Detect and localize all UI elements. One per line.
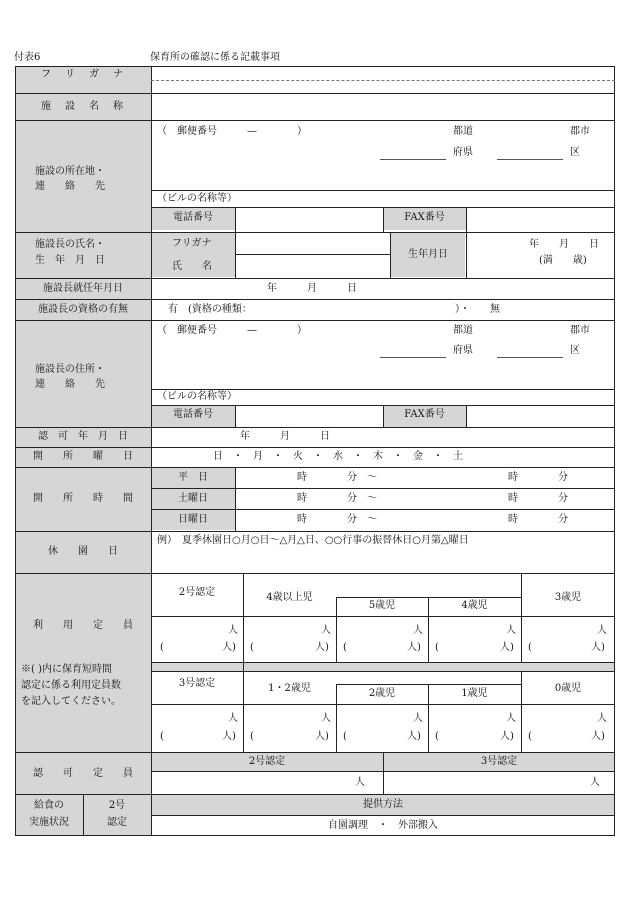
unit-paren-open: (: [435, 642, 439, 653]
cap-12yo-label: 1・2歳児: [268, 683, 311, 694]
unit-paren: 人): [315, 642, 329, 653]
hours-end-saturday: 時 分: [508, 493, 568, 504]
appointed-label: 施設長就任年月日: [43, 283, 123, 294]
facility-name-label: 施 設 名 称: [41, 101, 125, 112]
director-name-field[interactable]: [237, 256, 388, 276]
unit: 人: [321, 713, 331, 724]
unit-paren: 人): [222, 642, 236, 653]
form-ref: 付表6: [14, 52, 41, 63]
hours-start-sunday: 時 分 ～: [297, 514, 377, 525]
cap-0yo-label: 0歳児: [554, 683, 582, 694]
furigana-label: フ リ ガ ナ: [41, 69, 125, 80]
unit-paren-open: (: [160, 731, 164, 742]
approved-cert2-label: 2号認定: [248, 756, 286, 767]
cap-5yo-label: 5歳児: [368, 600, 396, 611]
hours-day-sunday: 日曜日: [178, 514, 208, 525]
director-fuken: 府県: [453, 345, 473, 356]
director-furigana-field[interactable]: [237, 234, 388, 253]
capacity-note-2: 認定に係る利用定員数: [21, 680, 121, 691]
facility-todo: 都道: [453, 126, 473, 137]
cap-1yo-label: 1歳児: [461, 688, 488, 699]
director-birth-label: 生年月日: [408, 249, 448, 260]
meal-label-2: 実施状況: [29, 817, 69, 828]
facility-address-label-1: 施設の所在地・: [35, 166, 105, 177]
hours-start-saturday: 時 分 ～: [297, 493, 377, 504]
facility-phone-label: 電話番号: [173, 212, 213, 223]
facility-fax-field[interactable]: [468, 209, 613, 230]
holidays-label: 休 園 日: [48, 546, 118, 557]
unit-paren-open: (: [343, 642, 347, 653]
cap-4plus-label: 4歳以上児: [266, 592, 313, 603]
meal-cert-2: 認定: [107, 817, 127, 828]
director-birth-value: 年 月 日: [529, 239, 599, 250]
unit: 人: [413, 625, 423, 636]
meal-cert-1: 2号: [108, 800, 126, 811]
furigana-field[interactable]: [155, 82, 611, 92]
facility-postal: （ 郵便番号 — ）: [157, 126, 307, 137]
form-title: 保育所の確認に係る記載事項: [150, 52, 280, 63]
director-address-label-2: 連 絡 先: [35, 379, 105, 390]
facility-gunshi: 郡市: [570, 126, 590, 137]
director-name-label-1: 施設長の氏名・: [35, 239, 105, 250]
unit: 人: [321, 625, 331, 636]
open-days-value[interactable]: 日 ・ 月 ・ 火 ・ 水 ・ 木 ・ 金 ・ 土: [213, 451, 463, 462]
director-todo: 都道: [453, 325, 473, 336]
hours-end-sunday: 時 分: [508, 514, 568, 525]
approval-value: 年 月 日: [240, 431, 330, 442]
facility-fuken: 府県: [453, 147, 473, 158]
unit: 人: [597, 625, 607, 636]
qualification-value-end: ）・ 無: [455, 304, 500, 315]
approved-cert2-unit: 人: [355, 777, 365, 788]
hours-end-weekday: 時 分: [508, 472, 568, 483]
approval-label: 認 可 年 月 日: [38, 431, 128, 442]
unit-paren: 人): [500, 731, 514, 742]
cap-cert3-label: 3号認定: [178, 678, 216, 689]
cap-4yo-label: 4歳児: [461, 600, 488, 611]
unit: 人: [228, 713, 238, 724]
appointed-value: 年 月 日: [267, 283, 357, 294]
unit-paren: 人): [222, 731, 236, 742]
unit-paren-open: (: [435, 731, 439, 742]
facility-name-field[interactable]: [155, 96, 611, 118]
unit: 人: [506, 713, 516, 724]
cap-2yo-label: 2歳児: [368, 688, 396, 699]
director-age-value: (満 歳): [539, 255, 587, 266]
approved-cert3-label: 3号認定: [480, 756, 518, 767]
unit-paren-open: (: [528, 731, 532, 742]
qualification-label: 施設長の資格の有無: [38, 304, 128, 315]
unit: 人: [597, 713, 607, 724]
open-days-label: 開 所 曜 日: [33, 451, 133, 462]
director-shimei-label: 氏 名: [172, 261, 212, 272]
unit-paren-open: (: [528, 642, 532, 653]
unit-paren: 人): [591, 642, 605, 653]
unit: 人: [228, 625, 238, 636]
facility-fax-label: FAX番号: [404, 212, 445, 223]
facility-phone-field[interactable]: [237, 209, 381, 230]
hours-start-weekday: 時 分 ～: [297, 472, 377, 483]
hours-day-weekday: 平 日: [178, 472, 208, 483]
open-hours-label: 開 所 時 間: [33, 493, 133, 504]
facility-ku: 区: [570, 147, 580, 158]
facility-building: （ビルの名称等）: [157, 193, 237, 204]
director-address-label-1: 施設長の住所・: [35, 364, 105, 375]
unit-paren-open: (: [160, 642, 164, 653]
facility-address-label-2: 連 絡 先: [35, 181, 105, 192]
approved-capacity-label: 認 可 定 員: [33, 768, 133, 779]
unit-paren-open: (: [250, 642, 254, 653]
unit-paren: 人): [407, 642, 421, 653]
cap-cert2-label: 2号認定: [178, 587, 216, 598]
unit-paren: 人): [315, 731, 329, 742]
meal-method-value[interactable]: 自園調理 ・ 外部搬入: [328, 820, 438, 831]
meal-method-label: 提供方法: [363, 799, 403, 810]
capacity-note-3: を記入してください。: [21, 696, 121, 707]
director-gunshi: 郡市: [570, 325, 590, 336]
director-name-label-2: 生 年 月 日: [35, 255, 105, 266]
director-phone-label: 電話番号: [173, 409, 213, 420]
approved-cert3-unit: 人: [590, 777, 600, 788]
director-building: （ビルの名称等）: [157, 391, 237, 402]
hours-day-saturday: 土曜日: [178, 493, 208, 504]
director-postal: （ 郵便番号 — ）: [157, 325, 307, 336]
unit-paren-open: (: [250, 731, 254, 742]
unit-paren-open: (: [343, 731, 347, 742]
unit-paren: 人): [591, 731, 605, 742]
unit: 人: [413, 713, 423, 724]
director-fax-label: FAX番号: [404, 409, 445, 420]
unit-paren: 人): [500, 642, 514, 653]
capacity-label: 利 用 定 員: [33, 620, 133, 631]
director-ku: 区: [570, 345, 580, 356]
unit: 人: [506, 625, 516, 636]
director-furigana-label: フリガナ: [172, 238, 212, 249]
qualification-value: 有 (資格の種類：: [168, 304, 252, 315]
unit-paren: 人): [407, 731, 421, 742]
holidays-example: 例） 夏季休園日○月○日～△月△日、○○行事の振替休日○月第△曜日: [157, 535, 469, 546]
capacity-note-1: ※( )内に保育短時間: [21, 664, 112, 675]
cap-3yo-label: 3歳児: [554, 592, 582, 603]
meal-label-1: 給食の: [34, 800, 64, 811]
